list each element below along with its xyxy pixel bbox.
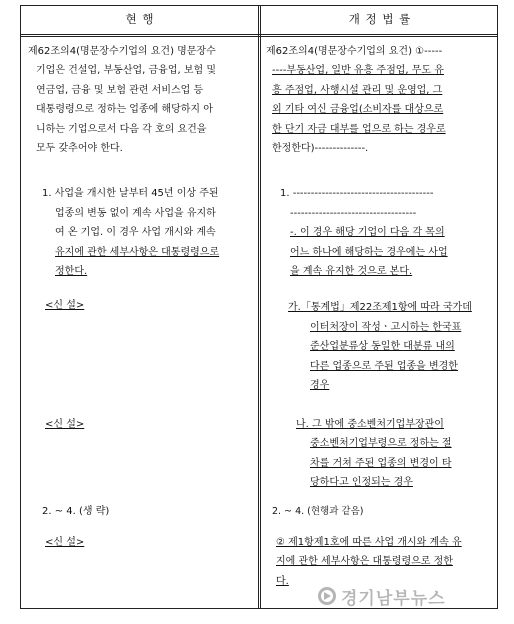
current-new-marker: <신 설>: [45, 300, 85, 311]
news-watermark: [318, 583, 503, 609]
current-item1-line: 정한다.: [55, 266, 88, 277]
amended-item-ga-line: 경우: [310, 380, 330, 391]
amended-item1-line: -----------------------------------: [290, 208, 417, 219]
current-item1-line: 업종의 변동 없이 계속 사업을 유지하: [55, 208, 216, 219]
amended-article-line: 외 기타 여신 금융업(소비자를 대상으로: [272, 104, 444, 115]
amended-article-line: 제62조의4(명문장수기업의 요건) ①-----: [266, 46, 443, 57]
amended-article-line: 흥 주점업, 사행시설 관리 및 운영업, 그: [272, 85, 443, 96]
header-amended: 개 정 법 률: [348, 12, 412, 26]
amended-item-na-line: 차를 거쳐 주된 업종의 변경이 타: [310, 458, 452, 469]
amended-article-line: 한 단기 자금 대부를 업으로 하는 경우로: [272, 124, 446, 135]
column-divider: [258, 6, 261, 608]
amended-para2-line: ② 제1항제1호에 따른 사업 개시와 계속 유: [276, 537, 462, 548]
amended-item-na-line: 중소벤처기업부령으로 정하는 절: [310, 438, 452, 449]
play-logo-icon: [318, 587, 336, 605]
comparison-table: [20, 5, 498, 609]
current-article-line: 제62조의4(명문장수기업의 요건) 명문장수: [28, 46, 216, 57]
current-article-line: 기업은 건설업, 부동산업, 금융업, 보험 및: [36, 65, 216, 76]
current-article-line: 연금업, 금융 및 보험 관련 서비스업 등: [36, 85, 204, 96]
amended-article-line: 한정한다)--------------.: [272, 143, 369, 154]
amended-para2-line: 지에 관한 세부사항은 대통령령으로 정한: [276, 556, 453, 567]
current-item1-line: 여 온 기업. 이 경우 사업 개시와 계속: [55, 227, 216, 238]
current-item1-line: 1. 사업을 개시한 날부터 45년 이상 주된: [42, 188, 219, 199]
current-new-marker: <신 설>: [45, 419, 85, 430]
amended-para2-line: 다.: [276, 576, 289, 587]
current-article-line: 니하는 기업으로서 다음 각 호의 요건을: [36, 124, 207, 135]
amended-item1-line: 1. ---------------------------------------: [280, 188, 434, 199]
amended-item-ga-line: 준산업분류상 동일한 대분류 내의: [310, 341, 455, 352]
amended-items-2-4: 2. ~ 4. (현행과 같음): [272, 506, 364, 517]
current-new-marker: <신 설>: [45, 537, 85, 548]
current-article-line: 모두 갖추어야 한다.: [36, 143, 123, 154]
amended-item-ga-line: 다른 업종으로 주된 업종을 변경한: [310, 361, 458, 372]
amended-item1-line: 을 계속 유지한 것으로 본다.: [290, 266, 413, 277]
amended-item-na-line: 당하다고 인정되는 경우: [310, 477, 413, 488]
amended-item1-line: 어느 하나에 해당하는 경우에는 사업: [290, 247, 448, 258]
amended-item-ga-line: 가.「통계법」제22조제1항에 따라 국가데: [288, 302, 472, 313]
amended-item1-line: -. 이 경우 해당 기업이 다음 각 목의: [290, 227, 445, 238]
current-article-line: 대통령령으로 정하는 업종에 해당하지 아: [36, 104, 213, 115]
header-current: 현 행: [125, 12, 155, 26]
watermark-text: 경기남부뉴스: [341, 588, 446, 609]
current-items-2-4: 2. ~ 4. (생 략): [42, 506, 110, 517]
current-item1-line: 유지에 관한 세부사항은 대통령령으로: [55, 247, 220, 258]
amended-item-na-line: 나. 그 밖에 중소벤처기업부장관이: [296, 419, 444, 430]
amended-item-ga-line: 이터처장이 작성ㆍ고시하는 한국표: [310, 322, 462, 333]
amended-article-line: ----부동산업, 일반 유흥 주점업, 무도 유: [272, 65, 444, 76]
